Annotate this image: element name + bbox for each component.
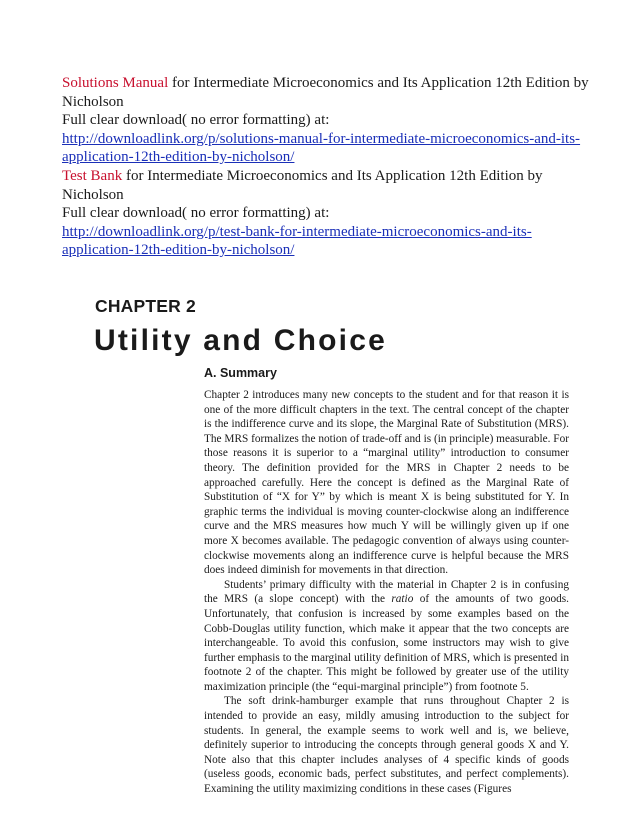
solutions-line bbox=[62, 74, 602, 111]
section-heading: A. Summary bbox=[204, 366, 277, 380]
chapter-title: Utility and Choice bbox=[94, 324, 387, 357]
chapter-label: CHAPTER 2 bbox=[95, 296, 196, 316]
solutions-manual-label: Solutions Manual bbox=[62, 75, 169, 91]
solutions-title-text: for Intermediate Microeconomics and Its Application 12th Edition by Nicholson bbox=[62, 75, 589, 110]
testbank-title-text: for Intermediate Microeconomics and Its Application 12th Edition by Nicholson bbox=[62, 167, 543, 203]
ratio-emphasis: ratio bbox=[391, 593, 414, 606]
download-text-1: Full clear download( no error formatting) at: bbox=[62, 112, 330, 129]
summary-paragraph-2 bbox=[204, 578, 569, 695]
solutions-manual-link[interactable]: http://downloadlink.org/p/solutions-manual-for-intermediate-microeconomics-and-its-application-12th-edition-by-nicholson/ bbox=[62, 130, 581, 166]
paragraph-2-part-a: Students’ primary difficulty with the material in Chapter 2 is in confusing the MRS (a slope concept) with the bbox=[204, 578, 569, 606]
summary-paragraph-3: The soft drink-hamburger example that runs throughout Chapter 2 is intended to provide an easy, mildly amusing introduction to the subject for students. In general, the example seems to work well and is, we believe, definitely superior to introducing the concepts through general goods X and Y. Note also that this chapter includes analyses of 4 specific kinds of goods (useless goods, economic bads, perfect substitutes, and perfect complements). Examining the utility maximizing conditions in these cases (Figures bbox=[204, 695, 569, 796]
testbank-line bbox=[62, 167, 602, 204]
download-header bbox=[62, 74, 602, 260]
test-bank-label: Test Bank bbox=[62, 167, 123, 184]
test-bank-link[interactable]: http://downloadlink.org/p/test-bank-for-intermediate-microeconomics-and-its-application-12th-edition-by-nicholson/ bbox=[62, 223, 532, 259]
download-text-2: Full clear download( no error formatting) at: bbox=[62, 205, 330, 222]
paragraph-2-part-b: of the amounts of two goods. Unfortunately, that confusion is increased by some examples based on the Cobb-Douglas utility function, which make it appear that the two concepts are interchangeable. To avoid this confusion, some instructors may wish to give further emphasis to the marginal utility definition of MRS, which is presented in footnote 2 of the chapter. This might be followed by greater use of the utility maximization principle (the “equi-marginal principle”) from footnote 5. bbox=[204, 593, 569, 693]
summary-body bbox=[204, 388, 569, 797]
summary-paragraph-1: Chapter 2 introduces many new concepts to the student and for that reason it is one of the more difficult chapters in the text. The central concept of the chapter is the indifference curve and its slope, the Marginal Rate of Substitution (MRS). The MRS formalizes the notion of trade-off and is (in principle) measurable. For those reasons it is superior to a “marginal utility” introduction to consumer theory. The definition provided for the MRS in Chapter 2 needs to be approached carefully. Here the concept is defined as the Marginal Rate of Substitution of “X for Y” by which is meant X is being substituted for Y. In graphic terms the individual is moving counter-clockwise along an indifference curve and the MRS measures how much Y will be willingly given up if one more X becomes available. The pedagogic convention of always using counter-clockwise movements along an indifference curve is helpful because the MRS does indeed diminish for movements in that direction. bbox=[204, 389, 569, 577]
